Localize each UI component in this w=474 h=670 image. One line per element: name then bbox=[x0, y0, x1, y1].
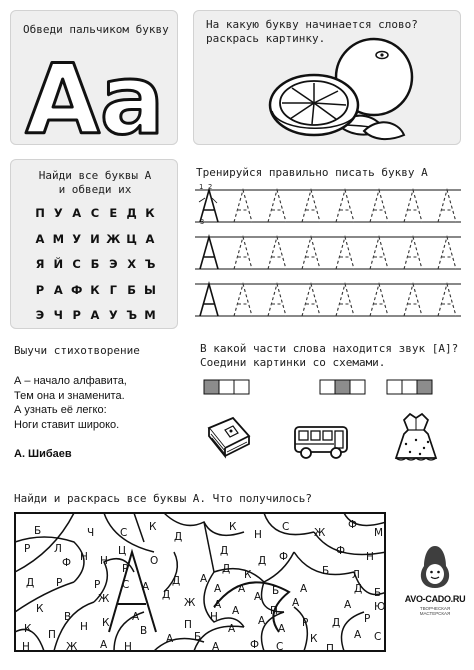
dashed-letter[interactable] bbox=[404, 284, 422, 316]
poem bbox=[14, 374, 189, 432]
grid-cell[interactable]: А bbox=[53, 282, 63, 297]
grid-cell[interactable]: У bbox=[108, 308, 118, 322]
svg-text:Aa: Aa bbox=[25, 44, 165, 143]
mosaic-letter: А bbox=[354, 629, 362, 641]
mosaic-letter: К bbox=[244, 569, 252, 581]
mosaic-letter: Н bbox=[254, 529, 262, 541]
book-picture[interactable] bbox=[203, 414, 253, 460]
sample-letter bbox=[200, 284, 218, 316]
task-find-letters-line2: и обведи их bbox=[58, 183, 132, 196]
dashed-letter[interactable] bbox=[268, 237, 286, 269]
grid-cell[interactable]: Р bbox=[35, 282, 45, 297]
scheme-cell[interactable] bbox=[417, 380, 432, 394]
dashed-letter[interactable] bbox=[302, 237, 320, 269]
mosaic-letter: К bbox=[310, 633, 318, 645]
scheme-cell[interactable] bbox=[335, 380, 350, 394]
task-practice-instruction: Тренируйся правильно писать букву А bbox=[196, 166, 428, 179]
mosaic-letter: К bbox=[229, 521, 237, 533]
task-trace-panel bbox=[10, 10, 178, 145]
mosaic-letter: А bbox=[278, 623, 286, 635]
mosaic-letter: Ф bbox=[336, 545, 346, 557]
dashed-letter[interactable] bbox=[336, 284, 354, 316]
mosaic-letter: М bbox=[374, 527, 384, 539]
mosaic-letter: А bbox=[228, 623, 236, 635]
mosaic-letter: П bbox=[326, 643, 334, 652]
mosaic-letter: Р bbox=[302, 617, 309, 629]
stroke-number-1: 1 bbox=[199, 183, 204, 191]
task-first-letter-panel bbox=[193, 10, 461, 145]
mosaic-letter: В bbox=[140, 625, 148, 637]
grid-cell[interactable]: Ж bbox=[106, 231, 121, 246]
mosaic-letter: С bbox=[374, 631, 382, 643]
grid-cell[interactable]: И bbox=[90, 231, 100, 246]
mosaic-letter: С bbox=[276, 641, 284, 652]
mosaic-letter: Л bbox=[54, 543, 62, 555]
mosaic-letter: Ж bbox=[98, 593, 110, 605]
grid-cell[interactable]: У bbox=[53, 206, 63, 220]
mosaic-letter: Ф bbox=[62, 557, 72, 569]
mosaic-letter: Р bbox=[364, 613, 371, 625]
mosaic-letter: Д bbox=[222, 563, 231, 575]
mosaic-letter: Н bbox=[100, 555, 108, 567]
grid-cell[interactable]: Б bbox=[127, 282, 137, 297]
dashed-letter[interactable] bbox=[336, 237, 354, 269]
handwriting-practice-area[interactable] bbox=[193, 182, 463, 322]
mosaic-letter: Ф bbox=[279, 551, 289, 563]
mosaic-letter: Н bbox=[80, 621, 88, 633]
letter-grid-row bbox=[31, 308, 159, 334]
letter-grid-row bbox=[31, 283, 159, 309]
scheme-cell[interactable] bbox=[320, 380, 335, 394]
grid-cell[interactable]: А bbox=[145, 231, 155, 246]
mosaic-letter: Д bbox=[354, 583, 363, 595]
grid-cell[interactable]: М bbox=[144, 308, 156, 322]
letter-grid-row bbox=[31, 206, 159, 232]
mosaic-letter: А bbox=[212, 641, 220, 652]
dress-picture[interactable] bbox=[394, 412, 438, 464]
avocado-logo bbox=[418, 544, 452, 590]
grid-cell[interactable]: Ч bbox=[53, 308, 63, 322]
dashed-letter[interactable] bbox=[404, 237, 422, 269]
mosaic-letter: П bbox=[48, 629, 56, 641]
mosaic-letter: О bbox=[150, 555, 159, 567]
dashed-letter[interactable] bbox=[438, 190, 456, 222]
grid-cell[interactable]: У bbox=[72, 231, 82, 246]
task-sound-line2: Соедини картинки со схемами. bbox=[200, 356, 386, 369]
poem-line: Тем она и знаменита. bbox=[14, 389, 125, 402]
mosaic-letter: А bbox=[142, 581, 150, 593]
dashed-letter[interactable] bbox=[438, 237, 456, 269]
mosaic-letter: В bbox=[64, 611, 72, 623]
mosaic-letter: А bbox=[214, 599, 222, 611]
dashed-letter[interactable] bbox=[268, 284, 286, 316]
mosaic-letter: С bbox=[120, 527, 128, 539]
scheme-cell[interactable] bbox=[402, 380, 417, 394]
mosaic-letter: А bbox=[200, 573, 208, 585]
scheme-cell[interactable] bbox=[204, 380, 219, 394]
mosaic-letter: К bbox=[36, 603, 44, 615]
mosaic-letter: С bbox=[122, 579, 130, 591]
scheme-cell[interactable] bbox=[350, 380, 365, 394]
dashed-letter[interactable] bbox=[302, 190, 320, 222]
grid-cell[interactable]: Д bbox=[126, 206, 137, 220]
scheme-cell[interactable] bbox=[234, 380, 249, 394]
dashed-letter[interactable] bbox=[268, 190, 286, 222]
mosaic-letter: Д bbox=[26, 577, 35, 589]
grid-cell[interactable]: Й bbox=[53, 257, 64, 271]
grid-cell[interactable]: К bbox=[145, 206, 155, 220]
dashed-letter[interactable] bbox=[302, 284, 320, 316]
letter-grid-row bbox=[31, 257, 159, 283]
mosaic-letter: Д bbox=[162, 589, 171, 601]
task-find-letters-line1: Найди все буквы А bbox=[38, 169, 152, 182]
mosaic-letter: Р bbox=[56, 577, 63, 589]
poem-line: Ноги ставит широко. bbox=[14, 418, 120, 431]
mosaic-letter: А bbox=[238, 583, 246, 595]
mosaic-letter: Н bbox=[80, 551, 88, 563]
mosaic-letter: Р bbox=[94, 579, 101, 591]
grid-cell[interactable]: А bbox=[72, 206, 82, 220]
dashed-letter[interactable] bbox=[438, 284, 456, 316]
grid-cell[interactable]: Я bbox=[35, 257, 45, 271]
grid-cell[interactable]: Ъ bbox=[126, 308, 138, 322]
brand-tagline: ТВОРЧЕСКАЯ МАСТЕРСКАЯ bbox=[419, 606, 451, 616]
grid-cell[interactable]: М bbox=[52, 231, 65, 246]
task-sound-line1: В какой части слова находится звук [А]? bbox=[200, 342, 459, 355]
mosaic-letter: А bbox=[232, 605, 240, 617]
mosaic-letter: Д bbox=[258, 555, 267, 567]
dashed-letter[interactable] bbox=[336, 190, 354, 222]
letter-grid-row bbox=[31, 232, 159, 258]
mosaic-letter: Л bbox=[352, 569, 360, 581]
task-poem-instruction: Выучи стихотворение bbox=[14, 344, 140, 357]
stroke-number-2: 2 bbox=[208, 183, 213, 191]
mosaic-letter: Ф bbox=[348, 519, 358, 531]
grid-cell[interactable]: К bbox=[90, 282, 100, 297]
mosaic-letter: Р bbox=[24, 543, 31, 555]
letter-grid bbox=[31, 206, 159, 334]
task-mosaic-instruction: Найди и раскрась все буквы А. Что получилось? bbox=[14, 492, 313, 505]
outline-letters-aa[interactable] bbox=[19, 39, 171, 143]
mosaic-letter: Б bbox=[194, 631, 202, 643]
mosaic-letter: Б bbox=[322, 565, 330, 577]
stroke-arrow bbox=[199, 198, 205, 202]
task-trace-instruction: Обведи пальчиком букву bbox=[23, 23, 169, 36]
grid-cell[interactable]: П bbox=[35, 206, 45, 220]
brand-name: AVO-CADO.RU bbox=[404, 594, 466, 604]
bus-picture[interactable] bbox=[292, 422, 350, 462]
mosaic-letter: Д bbox=[220, 545, 229, 557]
orange-coloring-picture[interactable] bbox=[266, 33, 426, 143]
poem-line: А – начало алфавита, bbox=[14, 375, 127, 387]
grid-cell[interactable]: Ф bbox=[70, 282, 83, 297]
mosaic-letter: Н bbox=[366, 551, 374, 563]
mosaic-letter: Ю bbox=[374, 601, 386, 613]
grid-cell[interactable]: А bbox=[35, 231, 45, 246]
grid-cell[interactable]: А bbox=[90, 308, 100, 322]
mosaic-letter: А bbox=[166, 633, 174, 645]
mosaic-letter: А bbox=[100, 639, 108, 651]
grid-cell[interactable]: Б bbox=[90, 257, 100, 271]
mosaic-letter: Ж bbox=[184, 597, 196, 609]
dashed-letter[interactable] bbox=[370, 237, 388, 269]
mosaic-letter: Ж bbox=[314, 527, 326, 539]
mosaic-letter: Н bbox=[210, 611, 218, 623]
grid-cell[interactable]: Ц bbox=[126, 231, 137, 246]
grid-cell[interactable]: Г bbox=[109, 282, 117, 297]
mosaic-letter: Д bbox=[174, 531, 183, 543]
mosaic-letter: А bbox=[132, 611, 140, 623]
poem-author: А. Шибаев bbox=[14, 448, 72, 460]
grid-cell[interactable]: Э bbox=[35, 308, 45, 322]
mosaic-letter: Ж bbox=[66, 641, 78, 652]
grid-cell[interactable]: С bbox=[90, 206, 100, 220]
sample-letter bbox=[200, 237, 218, 269]
dashed-letter[interactable] bbox=[234, 190, 252, 222]
task-first-letter-line1: На какую букву начинается слово? bbox=[206, 18, 418, 31]
dashed-letter[interactable] bbox=[370, 284, 388, 316]
mosaic-letter: А bbox=[258, 615, 266, 627]
poem-line: А узнать её легко: bbox=[14, 404, 107, 416]
dashed-letter[interactable] bbox=[404, 190, 422, 222]
sound-schemes bbox=[196, 378, 466, 400]
mosaic-letter: С bbox=[282, 521, 290, 533]
mosaic-letter: Ф bbox=[250, 639, 260, 651]
dashed-letter[interactable] bbox=[234, 237, 252, 269]
mosaic-letter: А bbox=[292, 597, 300, 609]
stroke-number-3: 3 bbox=[200, 218, 205, 226]
dashed-letter[interactable] bbox=[370, 190, 388, 222]
mosaic-letter: А bbox=[300, 583, 308, 595]
mosaic-letter: П bbox=[270, 605, 278, 617]
grid-cell[interactable]: Ы bbox=[144, 282, 156, 297]
mosaic-letter: Д bbox=[172, 575, 181, 587]
grid-cell[interactable]: Р bbox=[72, 308, 81, 322]
mosaic-letter: Р bbox=[122, 563, 129, 575]
mosaic-coloring-picture[interactable] bbox=[14, 512, 386, 652]
mosaic-letter: Б bbox=[374, 587, 382, 599]
mosaic-letter: Н bbox=[124, 641, 132, 652]
mosaic-letter: К bbox=[102, 617, 110, 629]
mosaic-letter: К bbox=[24, 623, 32, 635]
dashed-letter[interactable] bbox=[234, 284, 252, 316]
mosaic-letter: А bbox=[254, 591, 262, 603]
scheme-cell[interactable] bbox=[219, 380, 234, 394]
mosaic-letter: Б bbox=[34, 525, 42, 537]
mosaic-letter: Д bbox=[332, 617, 341, 629]
grid-cell[interactable]: Х bbox=[127, 257, 137, 271]
grid-cell[interactable]: С bbox=[72, 257, 81, 271]
task-find-letters-panel bbox=[10, 159, 178, 329]
task-first-letter-line2: раскрась картинку. bbox=[206, 32, 326, 45]
scheme-cell[interactable] bbox=[387, 380, 402, 394]
mosaic-letter: Ч bbox=[87, 527, 95, 539]
mosaic-letter: Н bbox=[22, 641, 30, 652]
mosaic-letter: К bbox=[149, 521, 157, 533]
mosaic-letter: Ц bbox=[118, 545, 127, 557]
mosaic-letter: П bbox=[184, 619, 192, 631]
mosaic-letter: Б bbox=[272, 585, 280, 597]
grid-cell[interactable]: Э bbox=[109, 257, 118, 271]
mosaic-letter: А bbox=[344, 599, 352, 611]
grid-cell[interactable]: Е bbox=[109, 206, 118, 220]
grid-cell[interactable]: Ъ bbox=[144, 257, 156, 271]
mosaic-letter: А bbox=[214, 583, 222, 595]
